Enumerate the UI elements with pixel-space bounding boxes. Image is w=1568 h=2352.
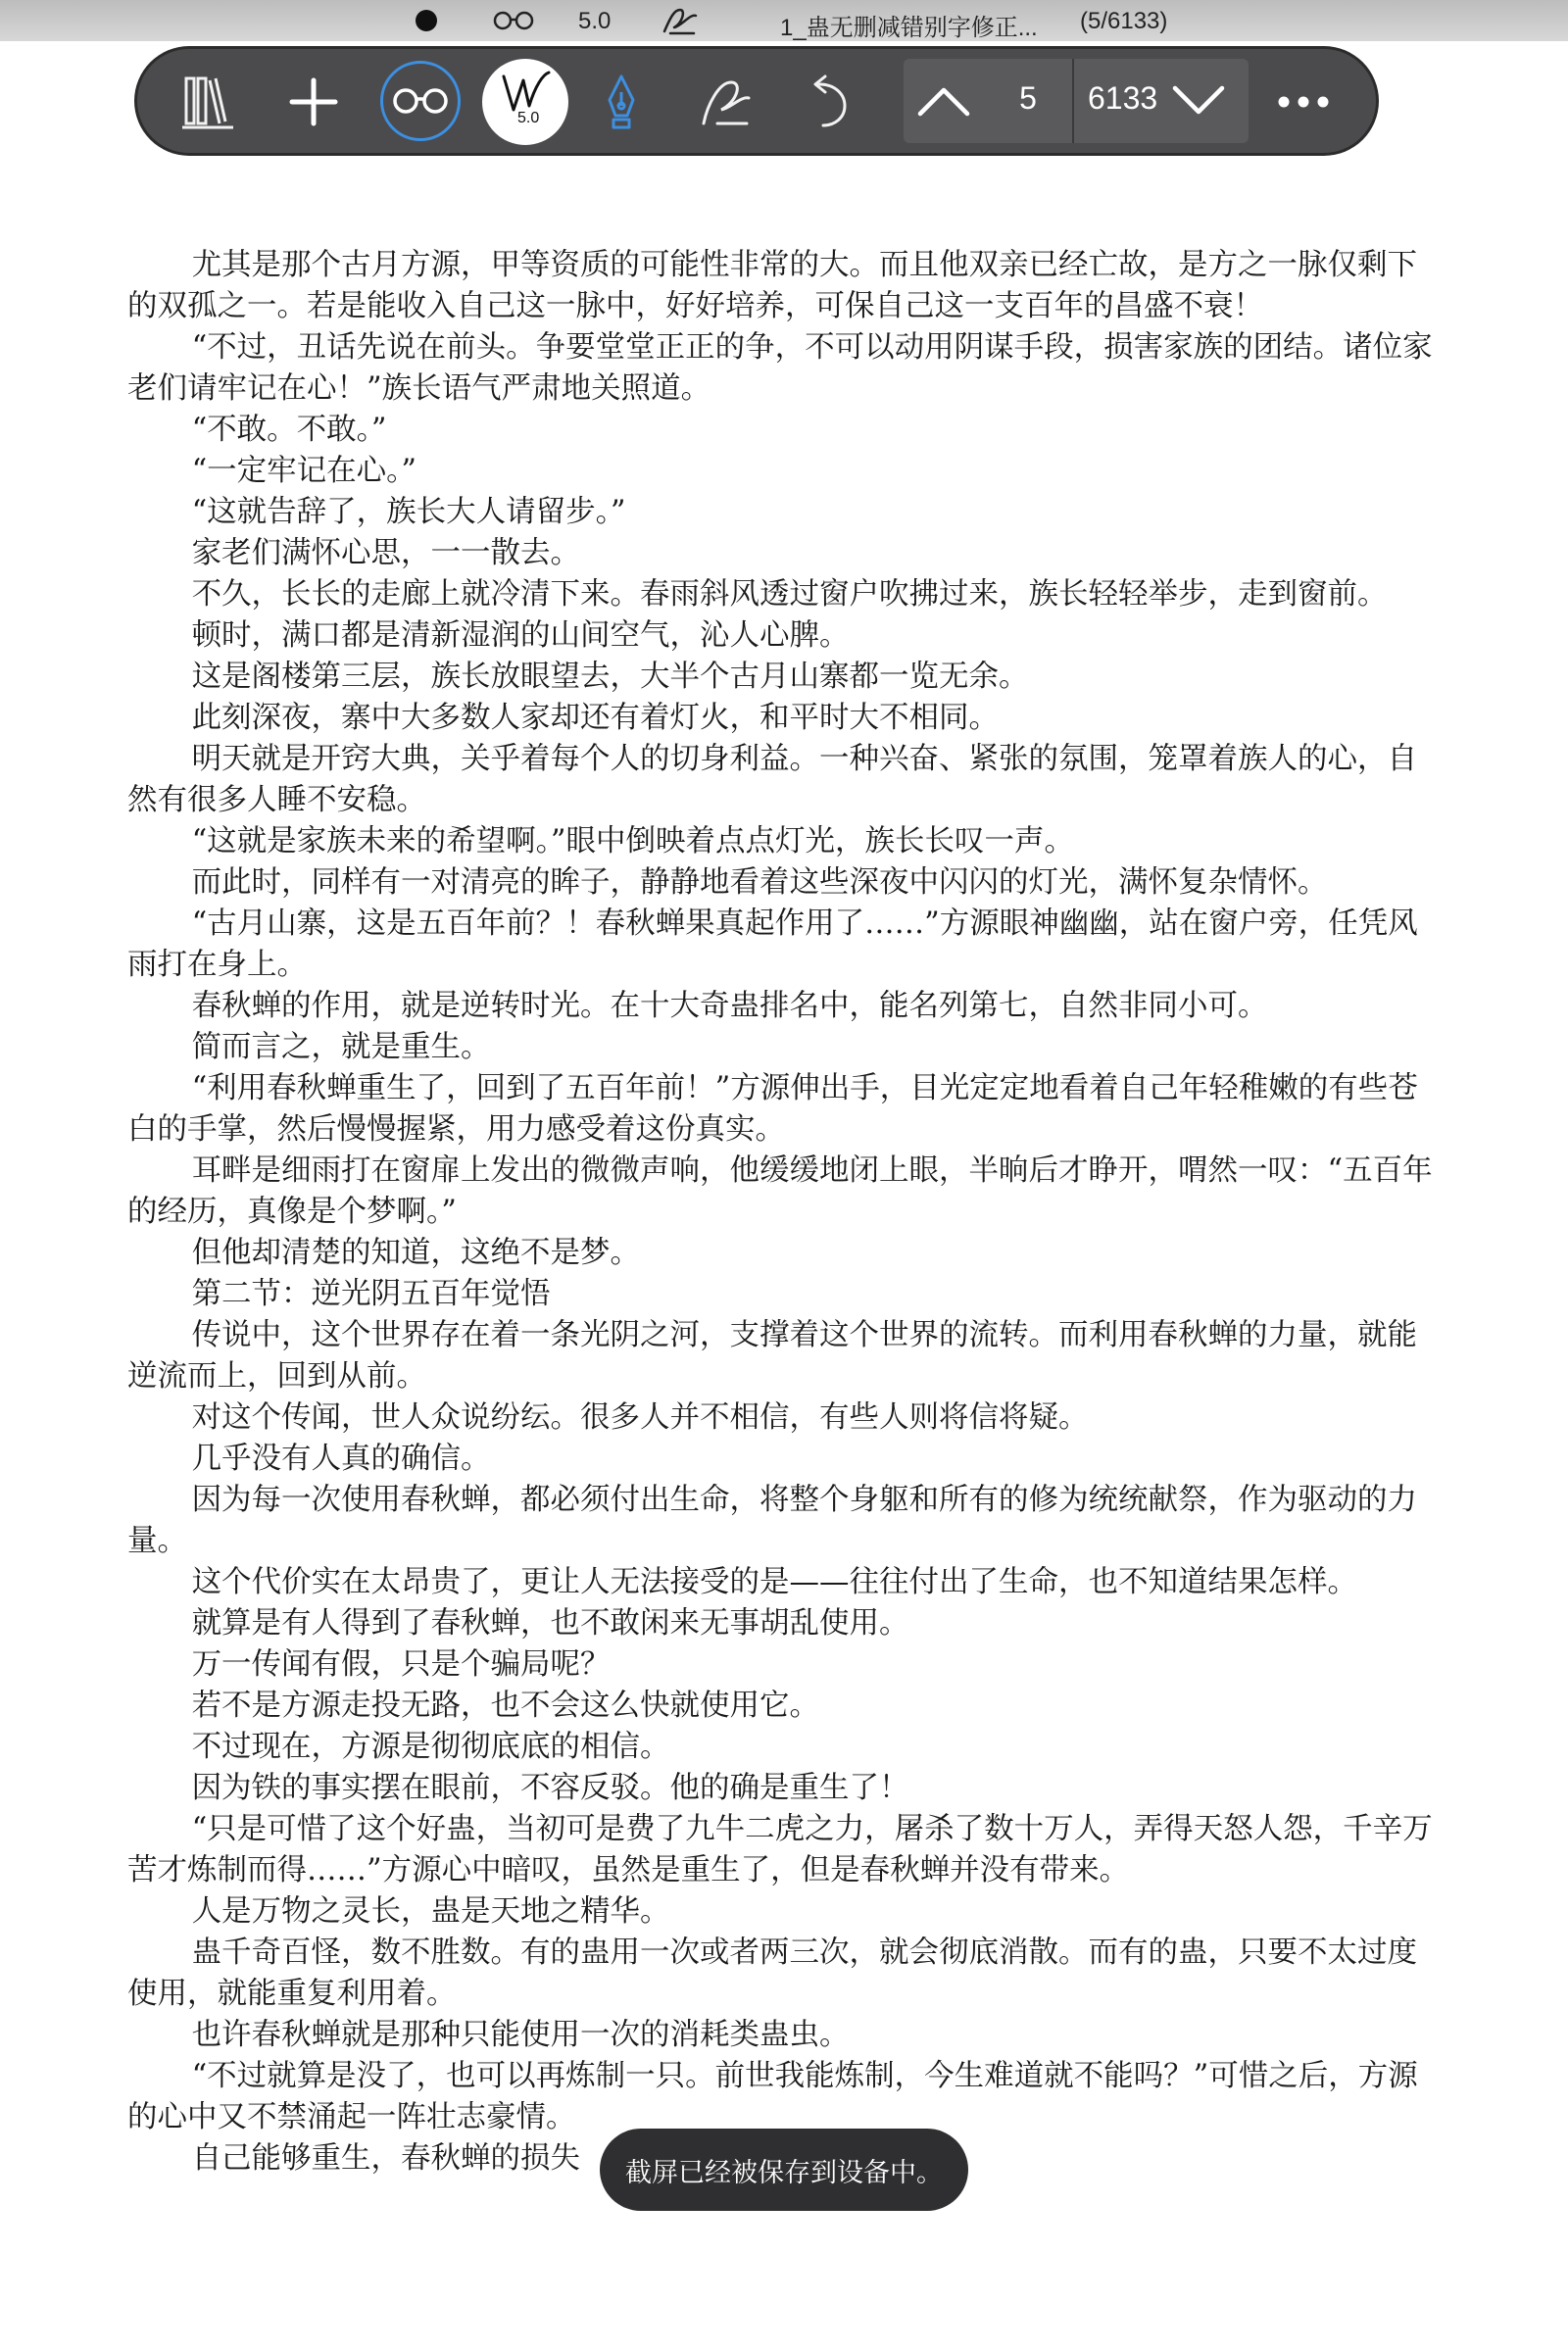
record-dot-icon: [416, 10, 437, 31]
previous-page-button[interactable]: [909, 73, 978, 129]
glasses-icon: [391, 85, 450, 117]
paragraph: 几乎没有人真的确信。: [191, 1442, 491, 1476]
paragraph: 传说中，这个世界存在着一条光阴之河，支撑着这个世界的流转。而利用春秋蝉的力量，就能逆流而上，回到从前。: [127, 1318, 1418, 1394]
current-page-input[interactable]: 5: [1019, 80, 1037, 116]
library-button[interactable]: [176, 71, 239, 133]
undo-button[interactable]: [796, 71, 858, 133]
plus-icon: [288, 76, 339, 127]
document-title: 1_蛊无删减错别字修正...: [780, 15, 1038, 41]
signature-badge-button[interactable]: [482, 59, 568, 145]
next-page-button[interactable]: [1164, 73, 1233, 129]
paragraph: 这是阁楼第三层，族长放眼望去，大半个古月山寨都一览无余。: [191, 660, 1029, 694]
more-button[interactable]: [1272, 71, 1335, 133]
paragraph: 不久，长长的走廊上就冷清下来。春雨斜风透过窗户吹拂过来，族长轻轻举步，走到窗前。: [191, 577, 1388, 612]
paragraph: 这个代价实在太昂贵了，更让人无法接受的是——往往付出了生命，也不知道结果怎样。: [191, 1565, 1358, 1599]
paragraph: 因为铁的事实摆在眼前，不容反驳。他的确是重生了！: [191, 1771, 909, 1805]
paragraph: “一定牢记在心。”: [191, 454, 416, 488]
paragraph: “利用春秋蝉重生了，回到了五百年前！”方源伸出手，目光定定地看着自己年轻稚嫩的有些苍白的手掌，然后慢慢握紧，用力感受着这份真实。: [127, 1071, 1418, 1147]
chevron-down-icon: [1171, 84, 1226, 118]
paragraph: 此刻深夜，寨中大多数人家却还有着灯火，和平时大不相同。: [191, 701, 1000, 735]
library-icon: [180, 73, 235, 131]
screenshot-saved-toast: 截屏已经被保存到设备中。: [600, 2129, 968, 2211]
paragraph: 春秋蝉的作用，就是逆转时光。在十大奇蛊排名中，能名列第七，自然非同小可。: [191, 989, 1268, 1023]
more-dots-icon: [1276, 95, 1331, 109]
paragraph: “这就告辞了，族长大人请留步。”: [191, 495, 626, 529]
signature-icon: [661, 4, 700, 44]
pen-nib-icon: [602, 73, 641, 131]
paragraph: 尤其是那个古月方源，甲等资质的可能性非常的大。而且他双亲已经亡故，是方之一脉仅剩下的双孤之一。若是能收入自己这一脉中，好好培养，可保自己这一支百年的昌盛不衰！: [127, 248, 1418, 323]
paragraph: 对这个传闻，世人众说纷纭。很多人并不相信，有些人则将信将疑。: [191, 1400, 1089, 1435]
paragraph: “不过就算是没了，也可以再炼制一只。前世我能炼制，今生难道就不能吗？”可惜之后，方源的心中又不禁涌起一阵壮志豪情。: [127, 2059, 1418, 2134]
glasses-icon: [492, 10, 535, 38]
version-label: 5.0: [578, 8, 612, 34]
paragraph: 自己能够重生，春秋蝉的损失: [191, 2141, 581, 2176]
navigator-divider: [1072, 59, 1074, 143]
signature-version: 5.0: [517, 110, 540, 126]
read-mode-button[interactable]: [380, 61, 461, 141]
paragraph: 就算是有人得到了春秋蝉，也不敢闲来无事胡乱使用。: [191, 1606, 909, 1641]
signature-tool-button[interactable]: [694, 71, 757, 133]
paragraph: 而此时，同样有一对清亮的眸子，静静地看着这些深夜中闪闪的灯光，满怀复杂情怀。: [191, 865, 1328, 900]
undo-icon: [802, 74, 853, 129]
reader-toolbar: [137, 49, 1376, 153]
paragraph: 耳畔是细雨打在窗扉上发出的微微声响，他缓缓地闭上眼，半晌后才睁开，喟然一叹：“五百年的经历，真像是个梦啊。”: [127, 1153, 1433, 1229]
paragraph: 第二节：逆光阴五百年觉悟: [191, 1277, 551, 1311]
paragraph: “古月山寨，这是五百年前？！春秋蝉果真起作用了……”方源眼神幽幽，站在窗户旁，任凭风雨打在身上。: [127, 906, 1418, 982]
paragraph: 但他却清楚的知道，这绝不是梦。: [191, 1236, 641, 1270]
signature-icon: [698, 74, 753, 129]
paragraph: “不敢。不敢。”: [191, 413, 387, 447]
paragraph: 人是万物之灵长，蛊是天地之精华。: [191, 1894, 670, 1929]
paragraph: 万一传闻有假，只是个骗局呢？: [191, 1647, 611, 1682]
total-pages: 6133: [1088, 80, 1158, 116]
add-button[interactable]: [282, 71, 345, 133]
paragraph: 不过现在，方源是彻彻底底的相信。: [191, 1730, 670, 1764]
paragraph: “只是可惜了这个好蛊，当初可是费了九牛二虎之力，屠杀了数十万人，弄得天怒人怨，千辛万苦才炼制而得……”方源心中暗叹，虽然是重生了，但是春秋蝉并没有带来。: [127, 1812, 1433, 1887]
pen-button[interactable]: [590, 71, 653, 133]
paragraph: 因为每一次使用春秋蝉，都必须付出生命，将整个身躯和所有的修为统统献祭，作为驱动的力量。: [127, 1483, 1418, 1558]
chevron-up-icon: [916, 84, 971, 118]
paragraph: 也许春秋蝉就是那种只能使用一次的消耗类蛊虫。: [191, 2018, 850, 2052]
page-navigator: [904, 59, 1249, 143]
paragraph: 若不是方源走投无路，也不会这么快就使用它。: [191, 1689, 820, 1723]
paragraph: “这就是家族未来的希望啊。”眼中倒映着点点灯光，族长长叹一声。: [191, 824, 1074, 858]
paragraph: 家老们满怀心思，一一散去。: [191, 536, 581, 570]
page-status: (5/6133): [1080, 8, 1168, 34]
status-strip: [0, 0, 1568, 41]
paragraph: 明天就是开窍大典，关乎着每个人的切身利益。一种兴奋、紧张的氛围，笼罩着族人的心，自然有很多人睡不安稳。: [127, 742, 1418, 817]
paragraph: 顿时，满口都是清新湿润的山间空气，沁人心脾。: [191, 618, 850, 653]
paragraph: 蛊千奇百怪，数不胜数。有的蛊用一次或者两三次，就会彻底消散。而有的蛊，只要不太过度使用，就能重复利用着。: [127, 1936, 1418, 2011]
paragraph: 简而言之，就是重生。: [191, 1030, 491, 1064]
paragraph: “不过，丑话先说在前头。争要堂堂正正的争，不可以动用阴谋手段，损害家族的团结。诸位家老们请牢记在心！”族长语气严肃地关照道。: [127, 330, 1433, 406]
reading-content: [127, 245, 1441, 2180]
